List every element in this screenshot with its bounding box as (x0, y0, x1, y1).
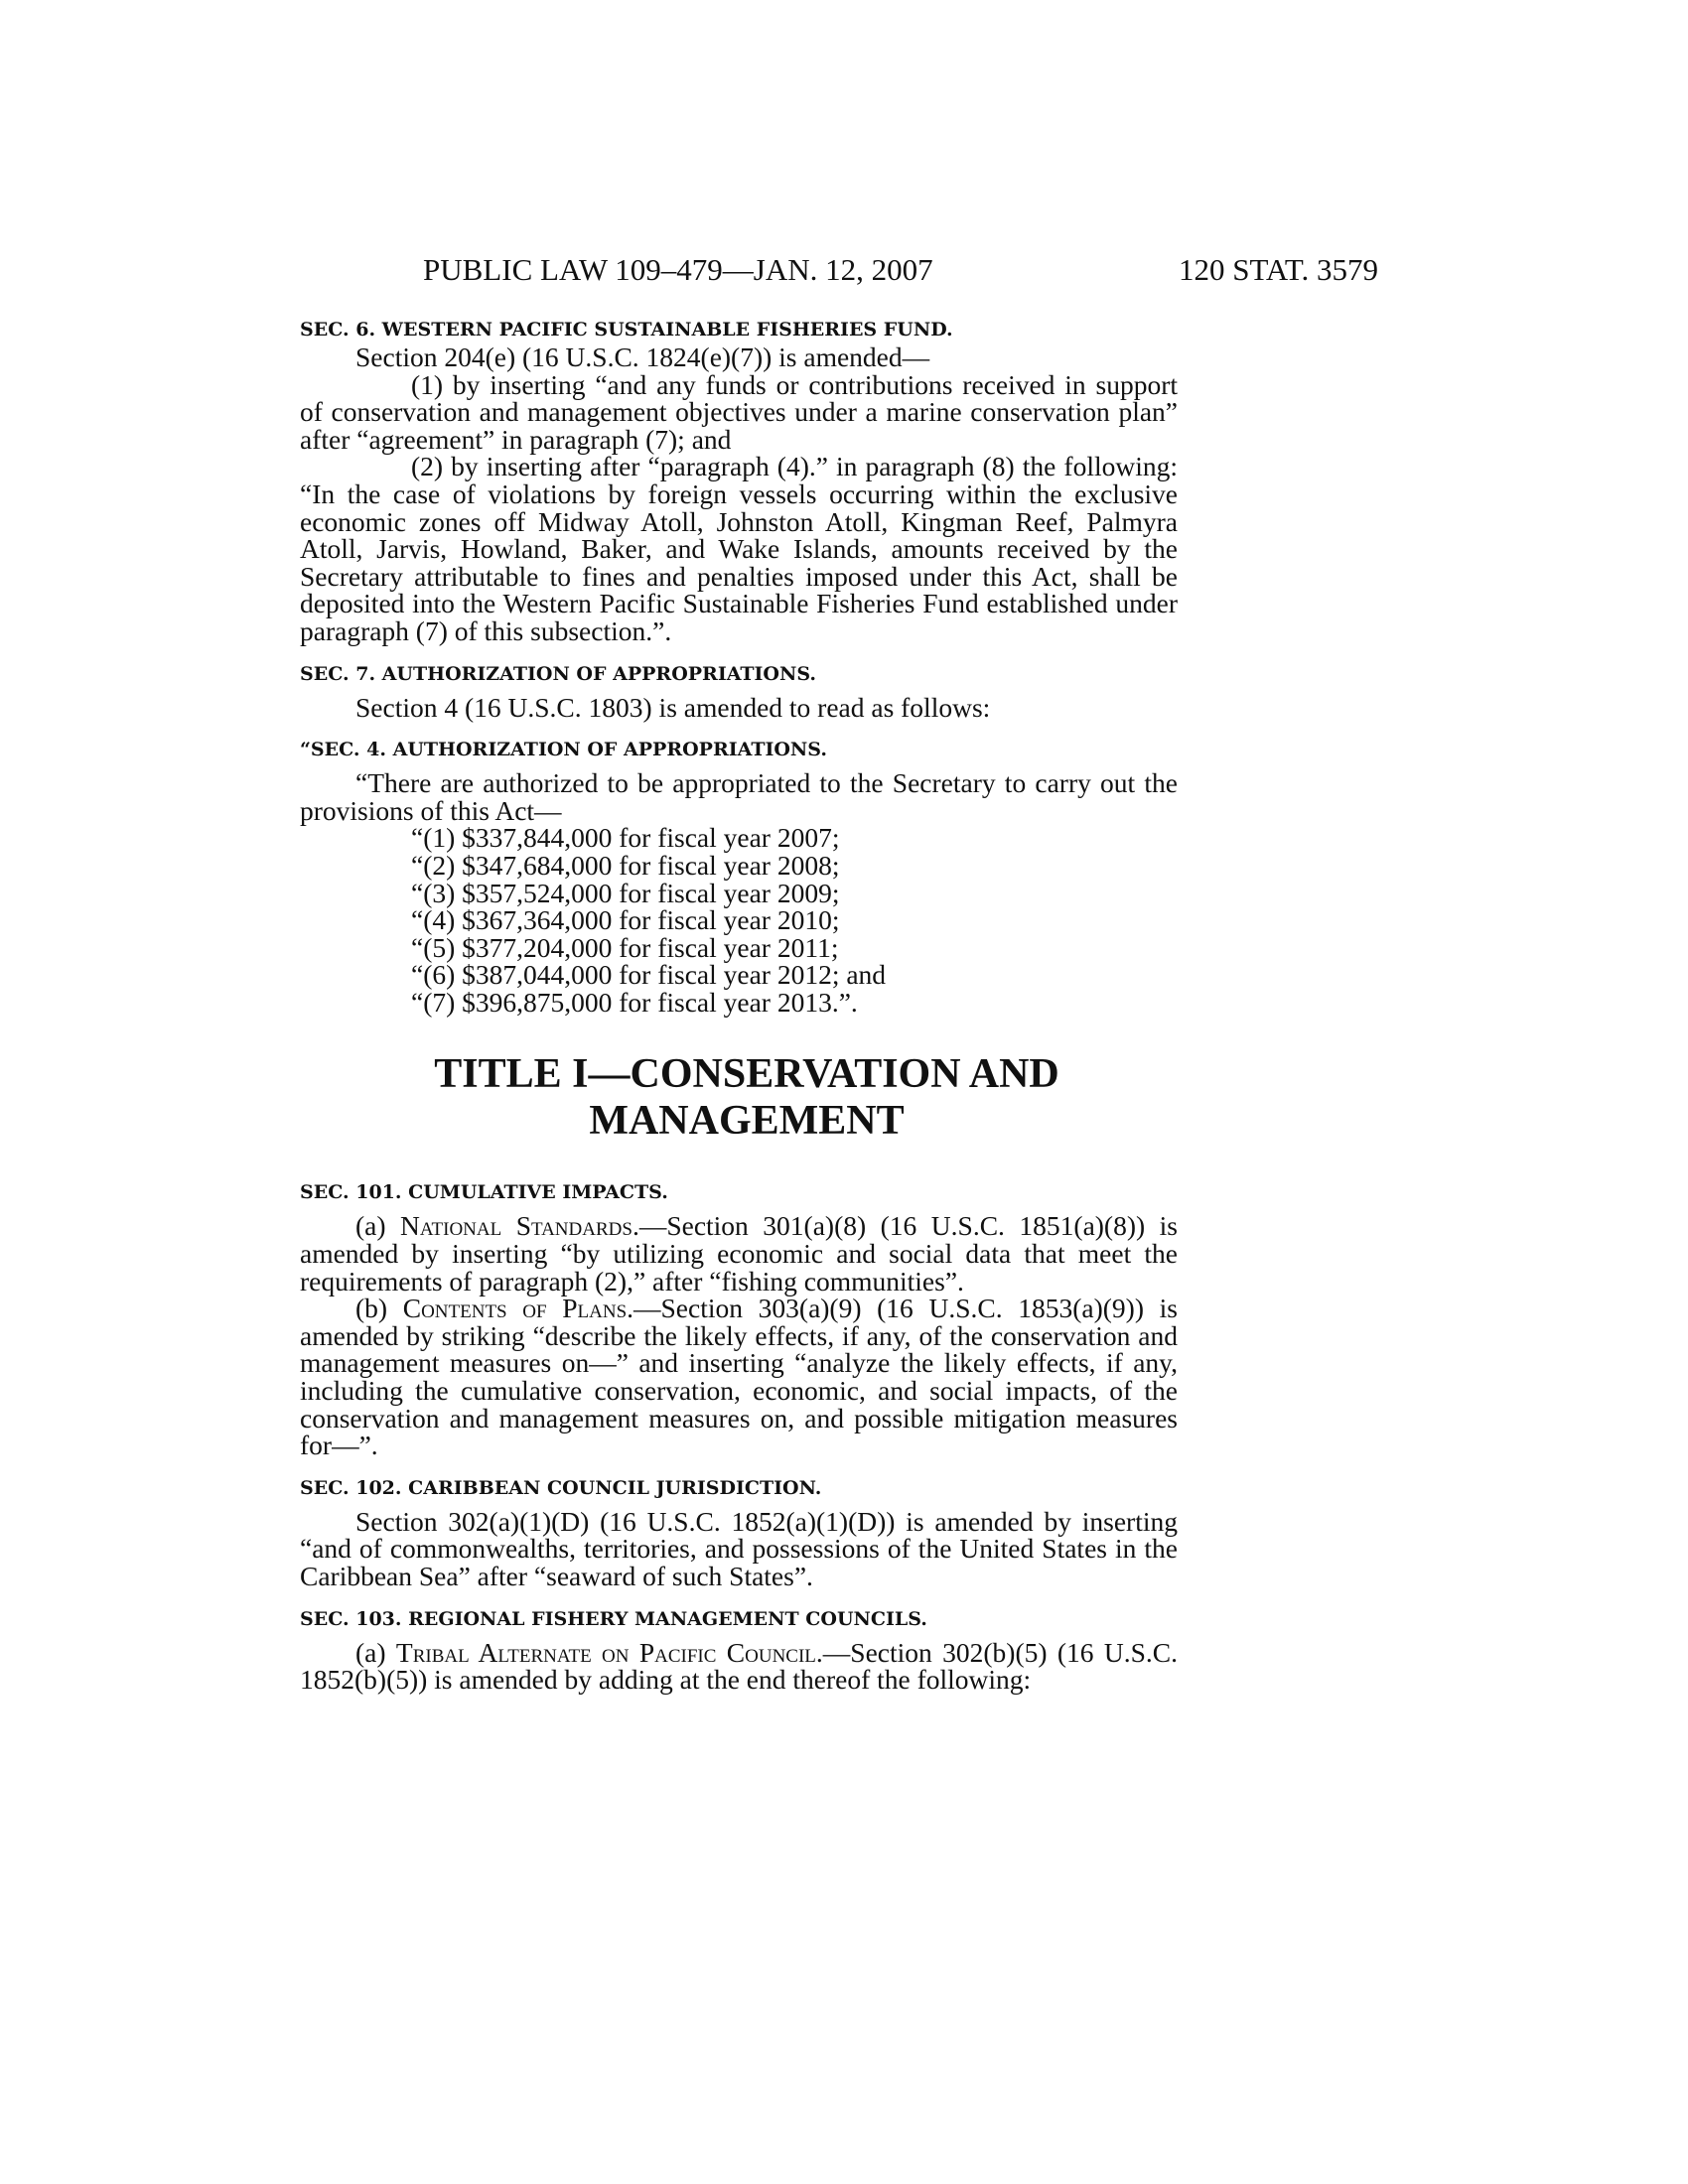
appropriation-item: “(6) $387,044,000 for fiscal year 2012; and (411, 959, 887, 991)
subsection-a-text: .—Section 302(b)(5) (16 U.S.C. 1852(b)(5)) is amended by adding at the end thereof the following: (300, 1636, 1178, 1696)
appropriation-item: “(3) $357,524,000 for fiscal year 2009; (411, 877, 840, 908)
appropriation-item: “(5) $377,204,000 for fiscal year 2011; (411, 931, 839, 963)
appropriation-item: “(1) $337,844,000 for fiscal year 2007; (411, 822, 840, 854)
section-6-paragraph-1: (1) by inserting “and any funds or contributions received in support of conservation and management objectives under a marine conservation plan” after “agreement” in paragraph (7); and (300, 368, 1178, 455)
subsection-a-label: (a) (355, 1636, 396, 1668)
section-7-heading: SEC. 7. AUTHORIZATION OF APPROPRIATIONS. (300, 662, 817, 685)
section-101-heading: SEC. 101. CUMULATIVE IMPACTS. (300, 1181, 668, 1204)
section-103-subsection-a (300, 1636, 1178, 1696)
subsection-a-label: (a) (355, 1210, 401, 1242)
title-heading-line-1: TITLE I—CONSERVATION AND (434, 1051, 1059, 1098)
subsection-a-text: .—Section 301(a)(8) (16 U.S.C. 1851(a)(8)) is amended by inserting “by utilizing economic and social data that meet the requirements of paragraph (2),” after “fishing communities”. (300, 1210, 1178, 1297)
appropriation-item: “(4) $367,364,000 for fiscal year 2010; (411, 904, 840, 936)
section-102-heading: SEC. 102. CARIBBEAN COUNCIL JURISDICTION. (300, 1476, 822, 1499)
document-body (300, 316, 1178, 1694)
section-101-subsection-a (300, 1212, 1178, 1295)
subsection-b-caption: Contents of Plans (402, 1293, 628, 1324)
header-page-number: 120 STAT. 3579 (1178, 252, 1378, 287)
running-header (300, 250, 1378, 290)
section-101-subsection-b (300, 1295, 1178, 1459)
section-6-intro: Section 204(e) (16 U.S.C. 1824(e)(7)) is amended— (355, 341, 930, 372)
appropriation-item: “(7) $396,875,000 for fiscal year 2013.”. (411, 986, 858, 1018)
section-6-heading: SEC. 6. WESTERN PACIFIC SUSTAINABLE FISHERIES FUND. (300, 319, 953, 341)
subsection-a-caption: National Standards (400, 1210, 633, 1242)
header-citation: PUBLIC LAW 109–479—JAN. 12, 2007 (423, 252, 933, 287)
title-heading-line-2: MANAGEMENT (589, 1098, 905, 1145)
subsection-b-label: (b) (355, 1293, 403, 1324)
appropriations-list (300, 824, 1178, 1016)
appropriation-item: “(2) $347,684,000 for fiscal year 2008; (411, 849, 840, 881)
subsection-a-caption: Tribal Alternate on Pacific Council (395, 1636, 816, 1668)
section-6-paragraph-2: (2) by inserting after “paragraph (4).” in paragraph (8) the following: “In the case of violations by foreign vessels occurring within the exclusive economic zones off Midway Atoll, Johnston Atoll, Kingman Reef, Palmyra Atoll, Jarvis, Howland, Baker, and Wake Islands, amounts received by the Secretary attributable to fines and penalties imposed under this Act, shall be deposited into the Western Pacific Sustainable Fisheries Fund established under paragraph (7) of this subsection.”. (300, 451, 1178, 646)
subsection-b-text: .—Section 303(a)(9) (16 U.S.C. 1853(a)(9)) is amended by striking “describe the likely effects, if any, of the conservation and management measures on—” and inserting “analyze the likely effects, if any, including the cumulative conservation, economic, and social impacts, of the conservation and management measures on, and possible mitigation measures for—”. (300, 1293, 1178, 1461)
quoted-section-4-intro: “There are authorized to be appropriated to the Secretary to carry out the provisions of this Act— (300, 767, 1178, 826)
section-103-heading: SEC. 103. REGIONAL FISHERY MANAGEMENT COUNCILS. (300, 1607, 927, 1630)
section-102-text: Section 302(a)(1)(D) (16 U.S.C. 1852(a)(1)(D)) is amended by inserting “and of commonwealths, territories, and possessions of the United States in the Caribbean Sea” after “seaward of such States”. (300, 1505, 1178, 1591)
quoted-section-4-heading: “SEC. 4. AUTHORIZATION OF APPROPRIATIONS. (300, 739, 827, 761)
section-7-intro: Section 4 (16 U.S.C. 1803) is amended to read as follows: (355, 691, 991, 723)
